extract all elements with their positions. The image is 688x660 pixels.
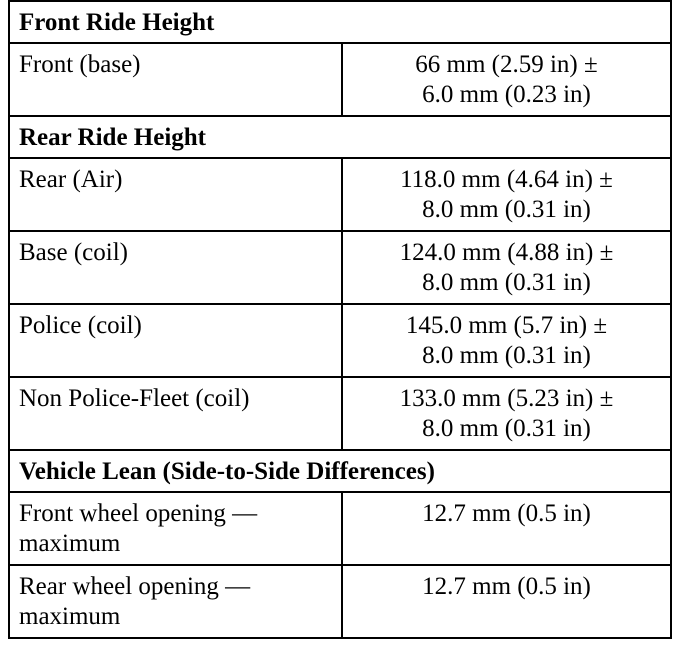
row-label	[9, 377, 342, 450]
row-label-line: Rear (Air)	[19, 166, 123, 193]
row-label-line: Police (coil)	[19, 312, 142, 339]
row-value-line: 124.0 mm (4.88 in) ±	[399, 239, 614, 266]
table-row	[9, 492, 671, 565]
row-value-line: 6.0 mm (0.23 in)	[422, 81, 591, 108]
row-value-line: 12.7 mm (0.5 in)	[422, 573, 591, 600]
row-label-line: maximum	[19, 603, 121, 630]
table-row	[9, 304, 671, 377]
section-heading-row	[9, 1, 671, 43]
table-row	[9, 43, 671, 116]
row-label	[9, 565, 342, 638]
row-value-line: 12.7 mm (0.5 in)	[422, 500, 591, 527]
section-heading: Front Ride Height	[9, 1, 671, 43]
row-value-line: 8.0 mm (0.31 in)	[422, 269, 591, 296]
row-value	[342, 377, 671, 450]
row-label	[9, 492, 342, 565]
row-value-line: 8.0 mm (0.31 in)	[422, 415, 591, 442]
row-label	[9, 231, 342, 304]
section-heading-row	[9, 450, 671, 492]
row-value-line: 118.0 mm (4.64 in) ±	[400, 166, 613, 193]
row-value	[342, 304, 671, 377]
row-label	[9, 43, 342, 116]
row-value	[342, 492, 671, 565]
row-value-line: 66 mm (2.59 in) ±	[415, 51, 598, 78]
row-value-line: 8.0 mm (0.31 in)	[422, 342, 591, 369]
table-row	[9, 231, 671, 304]
row-value-line: 8.0 mm (0.31 in)	[422, 196, 591, 223]
row-label-line: Base (coil)	[19, 239, 128, 266]
table-row	[9, 565, 671, 638]
row-label-line: Front (base)	[19, 51, 141, 78]
section-heading: Vehicle Lean (Side-to-Side Differences)	[9, 450, 671, 492]
section-heading: Rear Ride Height	[9, 116, 671, 158]
row-label-line: maximum	[19, 530, 121, 557]
row-label	[9, 158, 342, 231]
table-row	[9, 158, 671, 231]
row-label-line: Non Police-Fleet (coil)	[19, 385, 250, 412]
row-value	[342, 231, 671, 304]
row-label-line: Rear wheel opening —	[19, 573, 251, 600]
row-value-line: 145.0 mm (5.7 in) ±	[405, 312, 608, 339]
row-value	[342, 565, 671, 638]
table-row	[9, 377, 671, 450]
row-value	[342, 43, 671, 116]
row-value-line: 133.0 mm (5.23 in) ±	[399, 385, 614, 412]
ride-height-spec-table	[8, 0, 672, 639]
row-label	[9, 304, 342, 377]
row-value	[342, 158, 671, 231]
row-label-line: Front wheel opening —	[19, 500, 258, 527]
section-heading-row	[9, 116, 671, 158]
